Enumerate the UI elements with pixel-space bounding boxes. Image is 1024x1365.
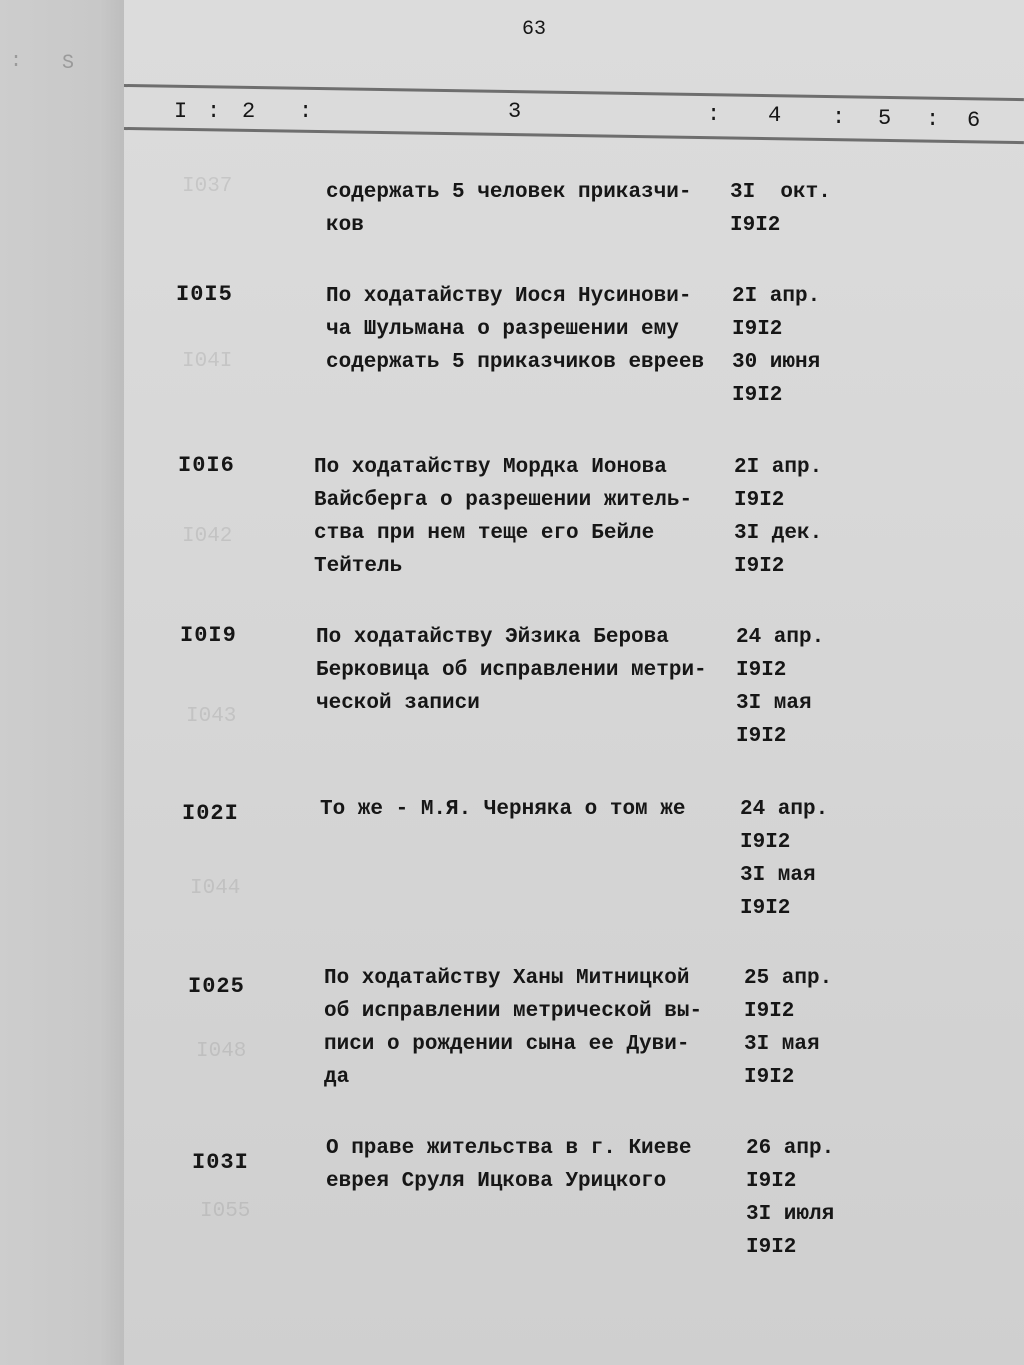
header-top-rule bbox=[124, 84, 1024, 101]
show-through-text: I055 bbox=[200, 1200, 251, 1223]
record-description: По ходатайству Мордка Ионова Вайсберга о разрешении житель- ства при нем теще его Бейле Тейтель bbox=[314, 456, 693, 578]
column-separator: : bbox=[832, 105, 846, 130]
show-through-text: I037 bbox=[182, 175, 233, 198]
show-through-text: I044 bbox=[190, 877, 241, 900]
record-description: По ходатайству Эйзика Берова Берковица об исправлении метри- ческой записи bbox=[316, 626, 707, 715]
show-through-text: I04I bbox=[182, 350, 233, 373]
record-dates: 2I апр. I9I2 30 июня I9I2 bbox=[732, 285, 821, 407]
bleed-mark: : bbox=[10, 50, 23, 73]
column-separator: : bbox=[926, 107, 940, 132]
show-through-text: I042 bbox=[182, 525, 233, 548]
record-number: I0I5 bbox=[176, 282, 233, 307]
record-description: содержать 5 человек приказчи- ков bbox=[326, 181, 692, 237]
record-description: О праве жительства в г. Киеве еврея Сруля Ицкова Урицкого bbox=[326, 1137, 692, 1193]
document-page bbox=[124, 0, 1024, 1365]
record-dates: 24 апр. I9I2 3I мая I9I2 bbox=[736, 626, 825, 748]
record-dates: 24 апр. I9I2 3I мая I9I2 bbox=[740, 798, 829, 920]
record-number: I025 bbox=[188, 974, 245, 999]
column-header-6: 6 bbox=[967, 108, 981, 133]
column-header-5: 5 bbox=[878, 106, 892, 131]
record-number: I03I bbox=[192, 1150, 249, 1175]
record-description: То же - М.Я. Черняка о том же bbox=[320, 798, 686, 821]
column-separator: : bbox=[207, 99, 221, 124]
record-number: I0I6 bbox=[178, 453, 235, 478]
record-number: I02I bbox=[182, 801, 239, 826]
record-dates: 25 апр. I9I2 3I мая I9I2 bbox=[744, 967, 833, 1089]
column-separator: : bbox=[299, 99, 313, 124]
column-header-1: I bbox=[174, 99, 188, 124]
column-header-4: 4 bbox=[768, 103, 782, 128]
record-description: По ходатайству Иося Нусинови- ча Шульмана о разрешении ему содержать 5 приказчиков евреев bbox=[326, 285, 705, 374]
record-dates: 3I окт. I9I2 bbox=[730, 181, 831, 237]
record-dates: 26 апр. I9I2 3I июля I9I2 bbox=[746, 1137, 835, 1259]
record-dates: 2I апр. I9I2 3I дек. I9I2 bbox=[734, 456, 823, 578]
show-through-text: I048 bbox=[196, 1040, 247, 1063]
column-separator: : bbox=[707, 102, 721, 127]
bleed-mark: S bbox=[62, 52, 75, 75]
adjacent-page-edge bbox=[0, 0, 124, 1365]
record-number: I0I9 bbox=[180, 623, 237, 648]
column-header-2: 2 bbox=[242, 99, 256, 124]
show-through-text: I043 bbox=[186, 705, 237, 728]
page-number: 63 bbox=[522, 18, 547, 41]
column-header-3: 3 bbox=[508, 99, 522, 124]
record-description: По ходатайству Ханы Митницкой об исправлении метрической вы- писи о рождении сына ее Дуви- да bbox=[324, 967, 703, 1089]
